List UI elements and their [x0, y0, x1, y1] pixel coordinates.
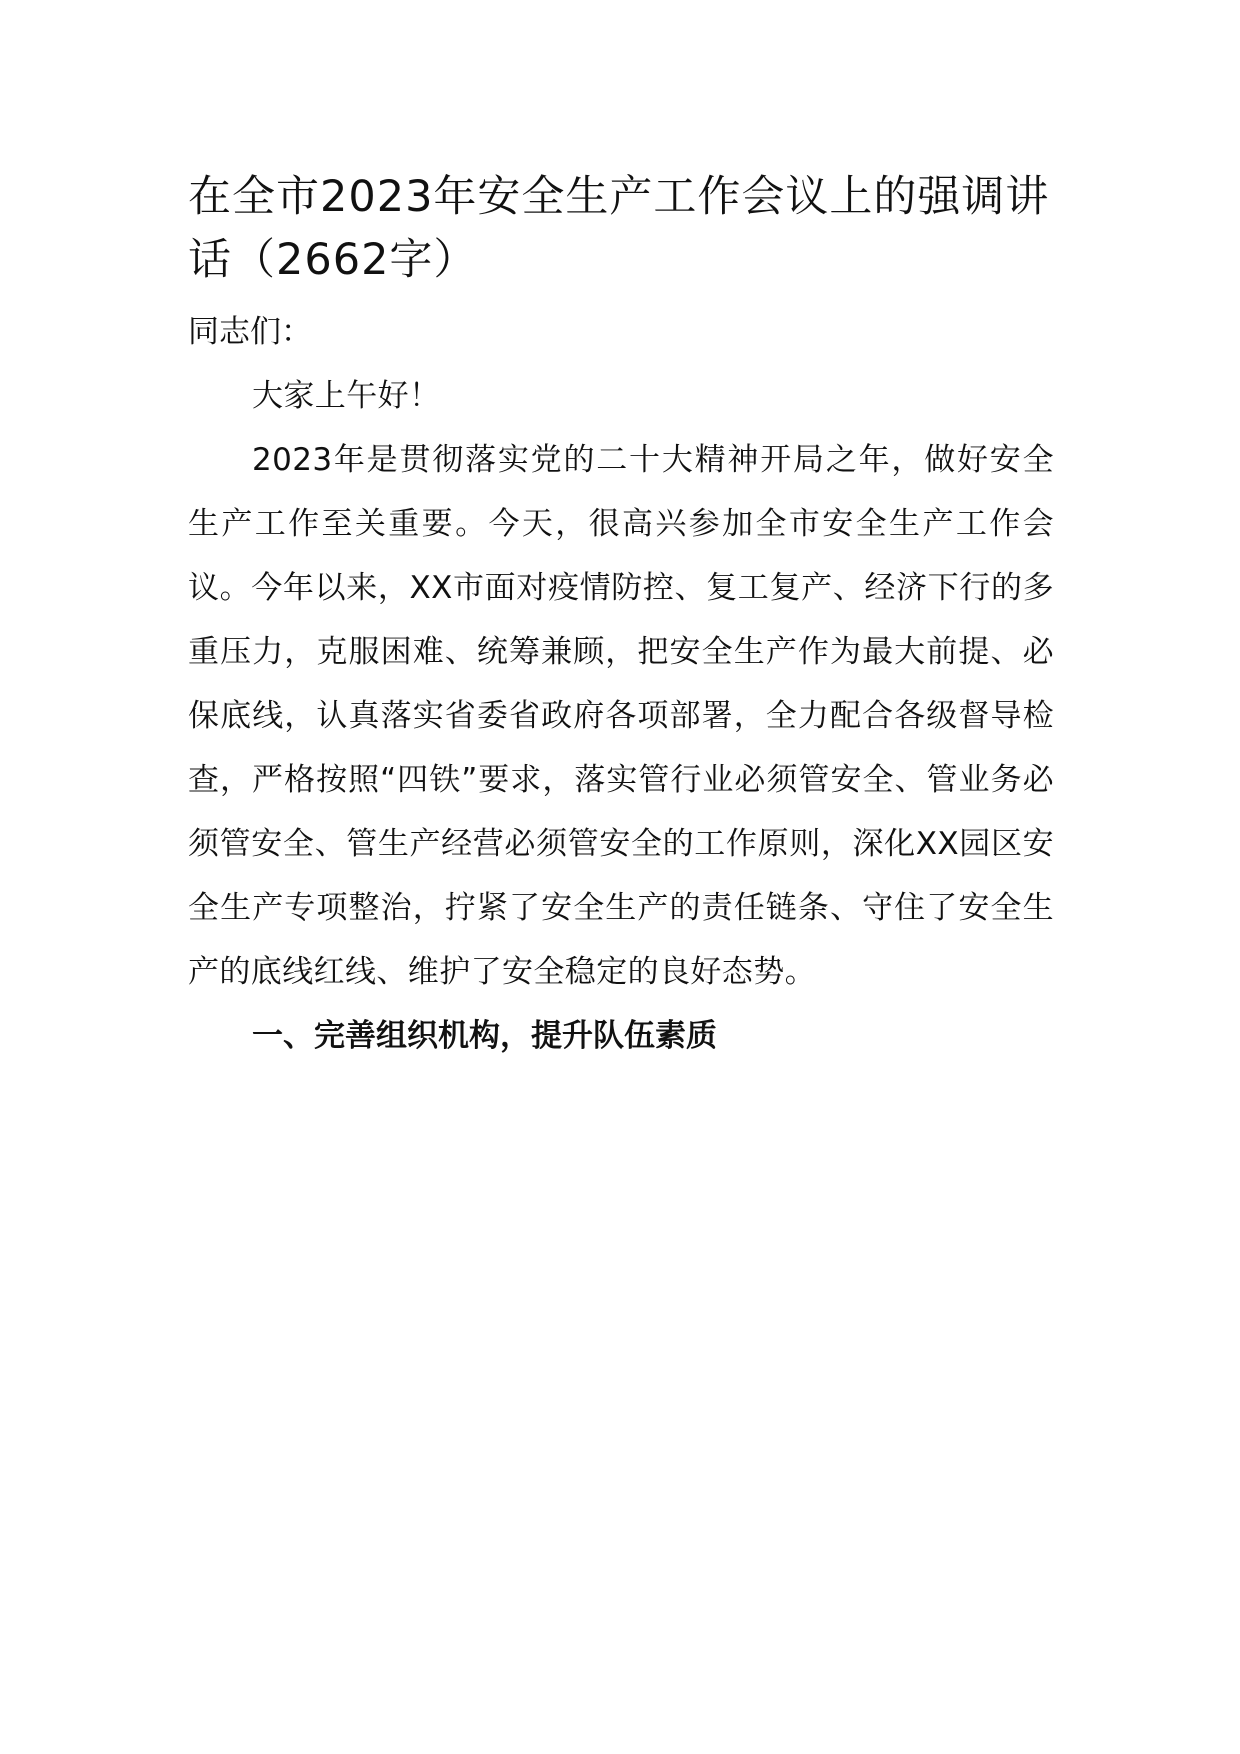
document-title: 在全市2023年安全生产工作会议上的强调讲话（2662字） [188, 172, 1050, 285]
section-heading: 一、完善组织机构，提升队伍素质 [252, 1018, 717, 1054]
body-paragraph: 2023年是贯彻落实党的二十大精神开局之年，做好安全生产工作至关重要。今天，很高兴参加全市安全生产工作会议。今年以来，XX市面对疫情防控、复工复产、经济下行的多重压力，克服困难、统筹兼顾，把安全生产作为最大前提、必保底线，认真落实省委省政府各项部署，全力配合各级督导检查，严格按照“四铁”要求，落实管行业必须管安全、管业务必须管安全、管生产经营必须管安全的工作原则，深化XX园区安全生产专项整治，拧紧了安全生产的责任链条、守住了安全生产的底线红线、维护了安全稳定的良好态势。 [188, 442, 1054, 990]
salutation: 同志们： [188, 314, 312, 350]
greeting-paragraph: 大家上午好！ [252, 378, 441, 414]
document-content [188, 166, 1054, 1068]
